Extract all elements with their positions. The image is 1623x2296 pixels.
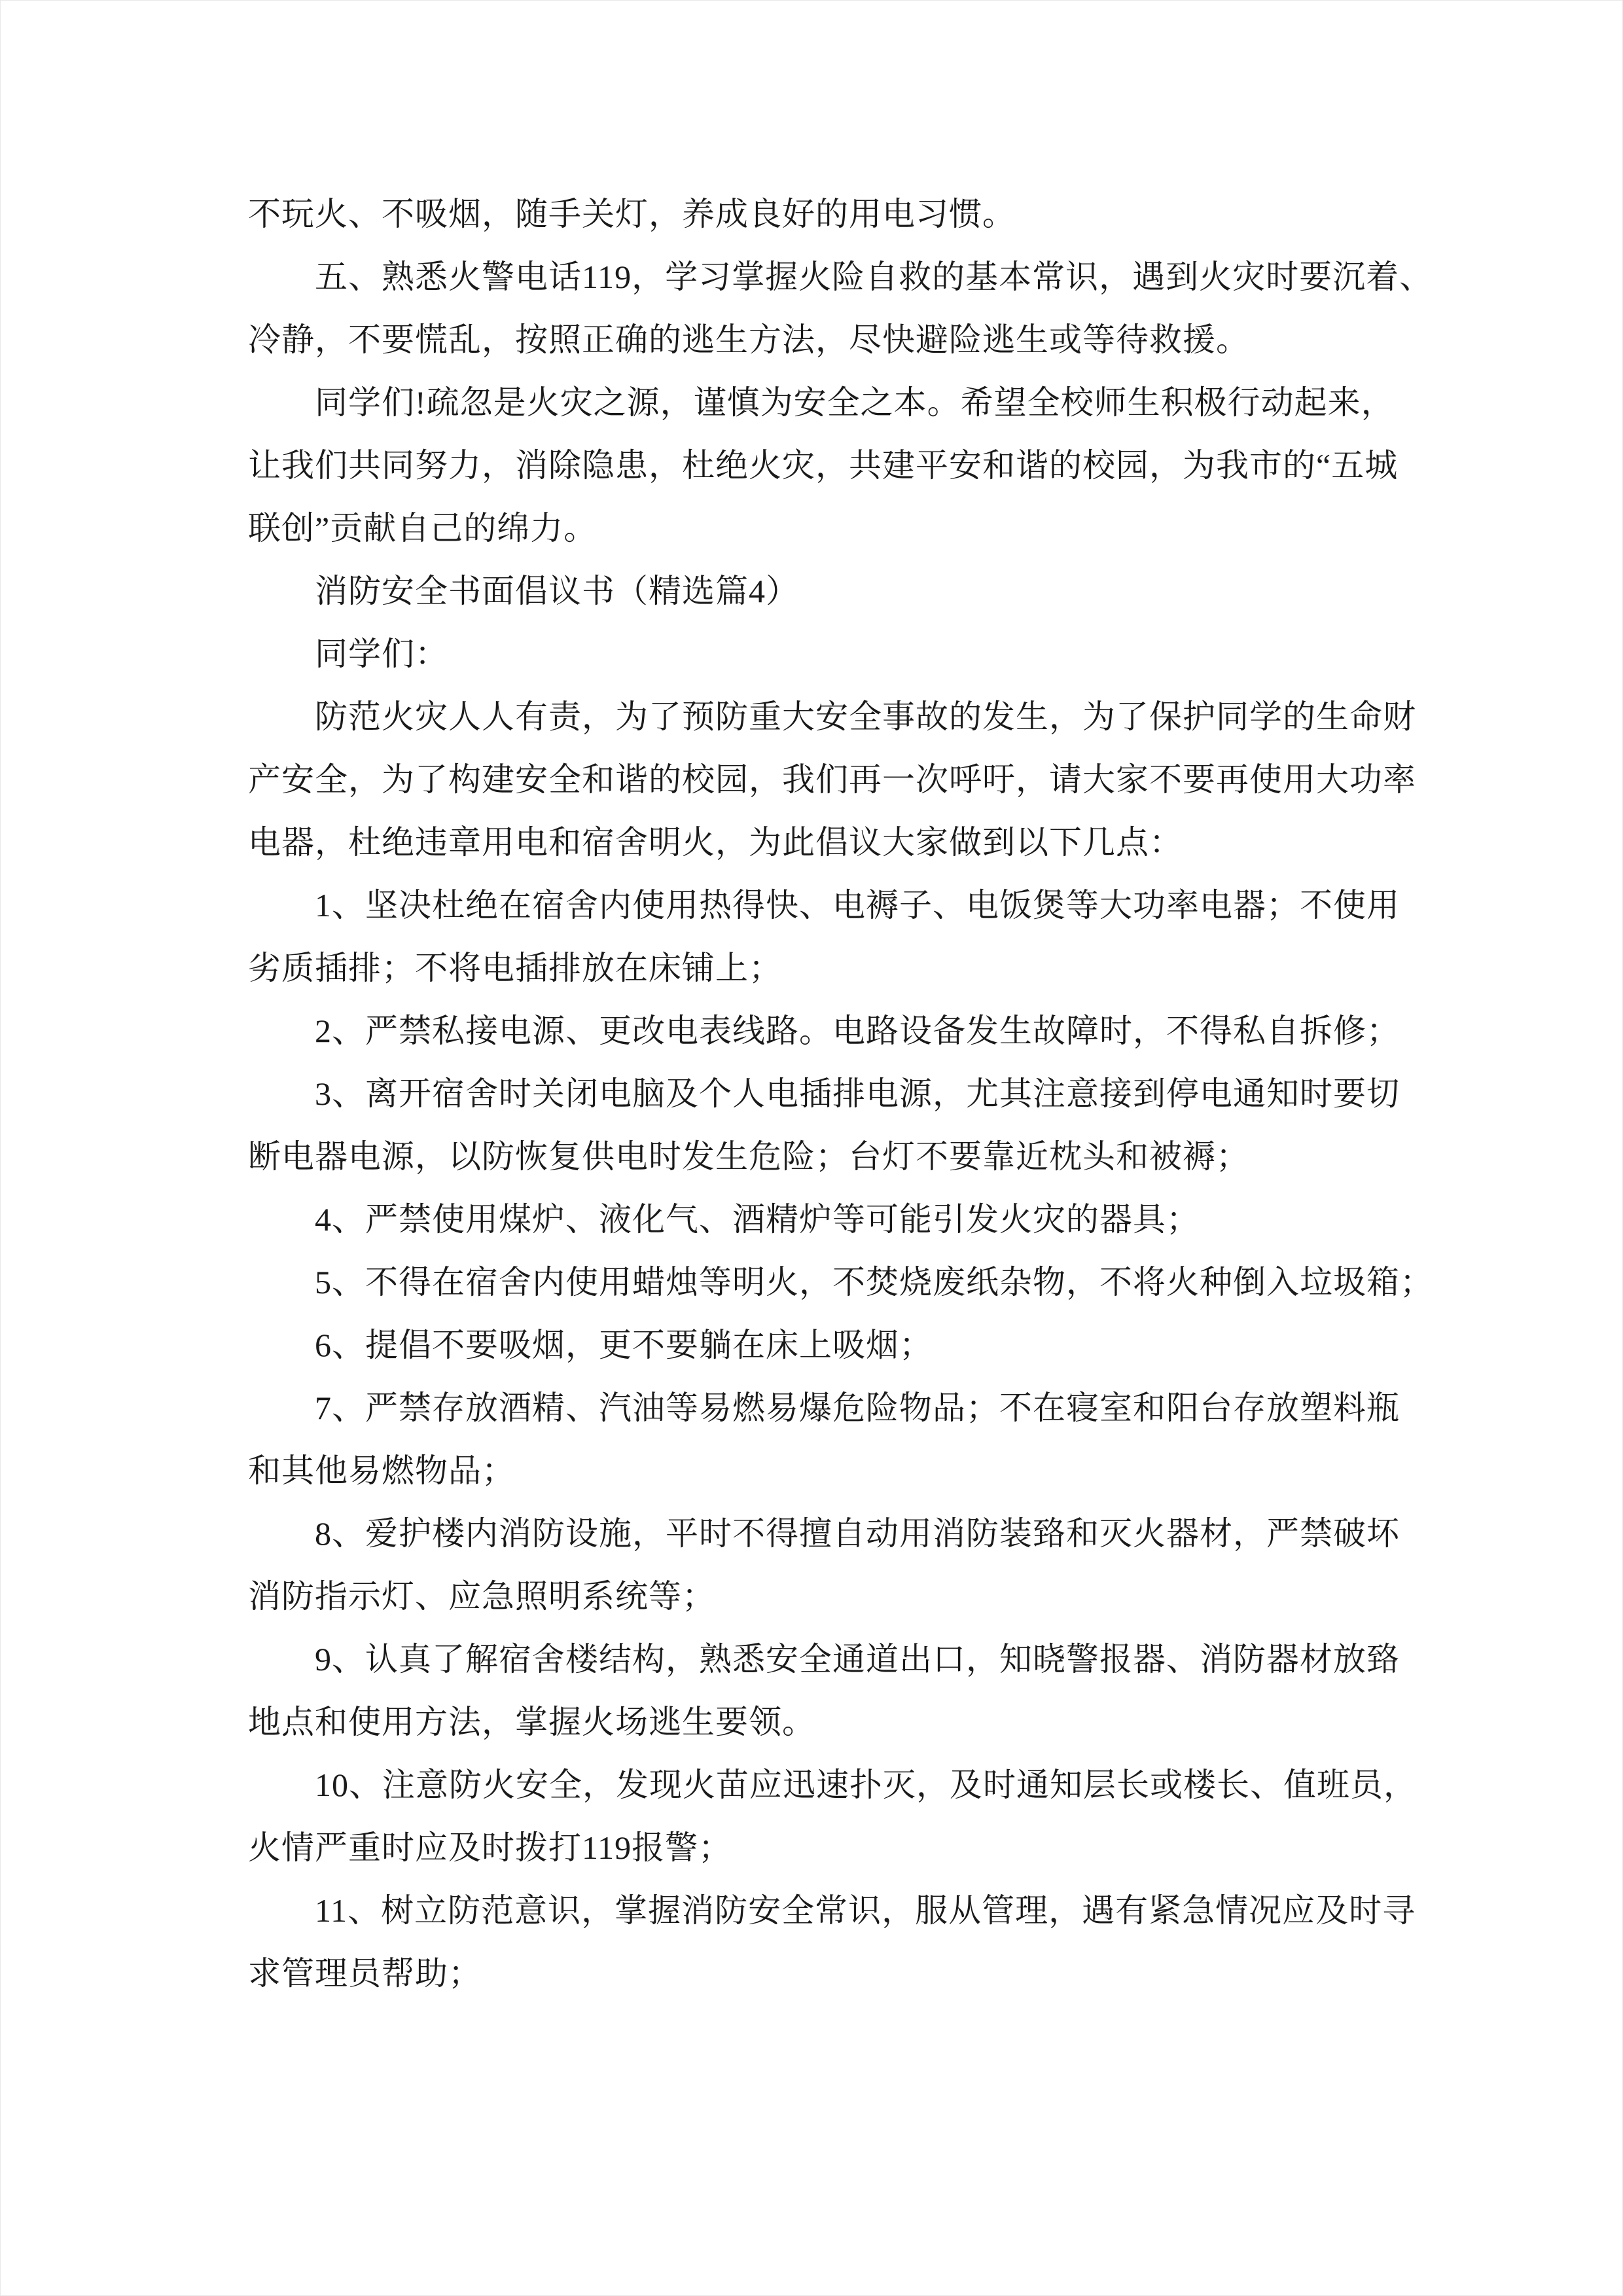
text-line: 联创”贡献自己的绵力。 [248, 510, 597, 547]
text-line: 电器，杜绝违章用电和宿舍明火，为此倡议大家做到以下几点： [248, 824, 1183, 861]
text-line: 11、树立防范意识，掌握消防安全常识，服从管理，遇有紧急情况应及时寻 [315, 1892, 1416, 1929]
text-line: 冷静，不要慌乱，按照正确的逃生方法，尽快避险逃生或等待救援。 [248, 321, 1249, 358]
text-line: 2、严禁私接电源、更改电表线路。电路设备发生故障时，不得私自拆修； [315, 1013, 1400, 1049]
text-line: 同学们： [315, 636, 448, 672]
text-line: 3、离开宿舍时关闭电脑及个人电插排电源，尤其注意接到停电通知时要切 [315, 1075, 1400, 1112]
text-line: 消防指示灯、应急照明系统等； [248, 1578, 715, 1615]
text-line: 6、提倡不要吸烟，更不要躺在床上吸烟； [315, 1327, 933, 1363]
text-line: 劣质插排；不将电插排放在床铺上； [248, 950, 782, 986]
text-line: 求管理员帮助； [248, 1955, 482, 1992]
text-line: 防范火灾人人有责，为了预防重大安全事故的发生，为了保护同学的生命财 [315, 698, 1416, 735]
text-line: 同学们!疏忽是火灾之源，谨慎为安全之本。希望全校师生积极行动起来， [315, 384, 1395, 421]
text-line: 产安全，为了构建安全和谐的校园，我们再一次呼吁，请大家不要再使用大功率 [248, 761, 1416, 798]
text-line: 和其他易燃物品； [248, 1452, 515, 1489]
text-line: 消防安全书面倡议书（精选篇4） [315, 573, 799, 609]
text-line: 让我们共同努力，消除隐患，杜绝火灾，共建平安和谐的校园，为我市的“五城 [248, 447, 1399, 484]
text-line: 8、爱护楼内消防设施，平时不得擅自动用消防装臵和灭火器材，严禁破坏 [315, 1515, 1400, 1552]
text-line: 5、不得在宿舍内使用蜡烛等明火，不焚烧废纸杂物，不将火种倒入垃圾箱； [315, 1264, 1433, 1300]
text-line: 9、认真了解宿舍楼结构，熟悉安全通道出口，知晓警报器、消防器材放臵 [315, 1641, 1400, 1677]
text-line: 五、熟悉火警电话119，学习掌握火险自救的基本常识，遇到火灾时要沉着、 [315, 259, 1433, 295]
text-line: 4、严禁使用煤炉、液化气、酒精炉等可能引发火灾的器具； [315, 1201, 1200, 1238]
text-line: 不玩火、不吸烟，随手关灯，养成良好的用电习惯。 [248, 196, 1016, 232]
document-body [248, 183, 1433, 2005]
text-line: 7、严禁存放酒精、汽油等易燃易爆危险物品；不在寝室和阳台存放塑料瓶 [315, 1390, 1400, 1426]
text-line: 10、注意防火安全，发现火苗应迅速扑灭，及时通知层长或楼长、值班员， [315, 1767, 1417, 1803]
text-line: 地点和使用方法，掌握火场逃生要领。 [248, 1704, 815, 1740]
text-line: 火情严重时应及时拨打119报警； [248, 1829, 732, 1866]
text-line: 1、坚决杜绝在宿舍内使用热得快、电褥子、电饭煲等大功率电器；不使用 [315, 887, 1400, 924]
text-line: 断电器电源，以防恢复供电时发生危险；台灯不要靠近枕头和被褥； [248, 1138, 1249, 1175]
